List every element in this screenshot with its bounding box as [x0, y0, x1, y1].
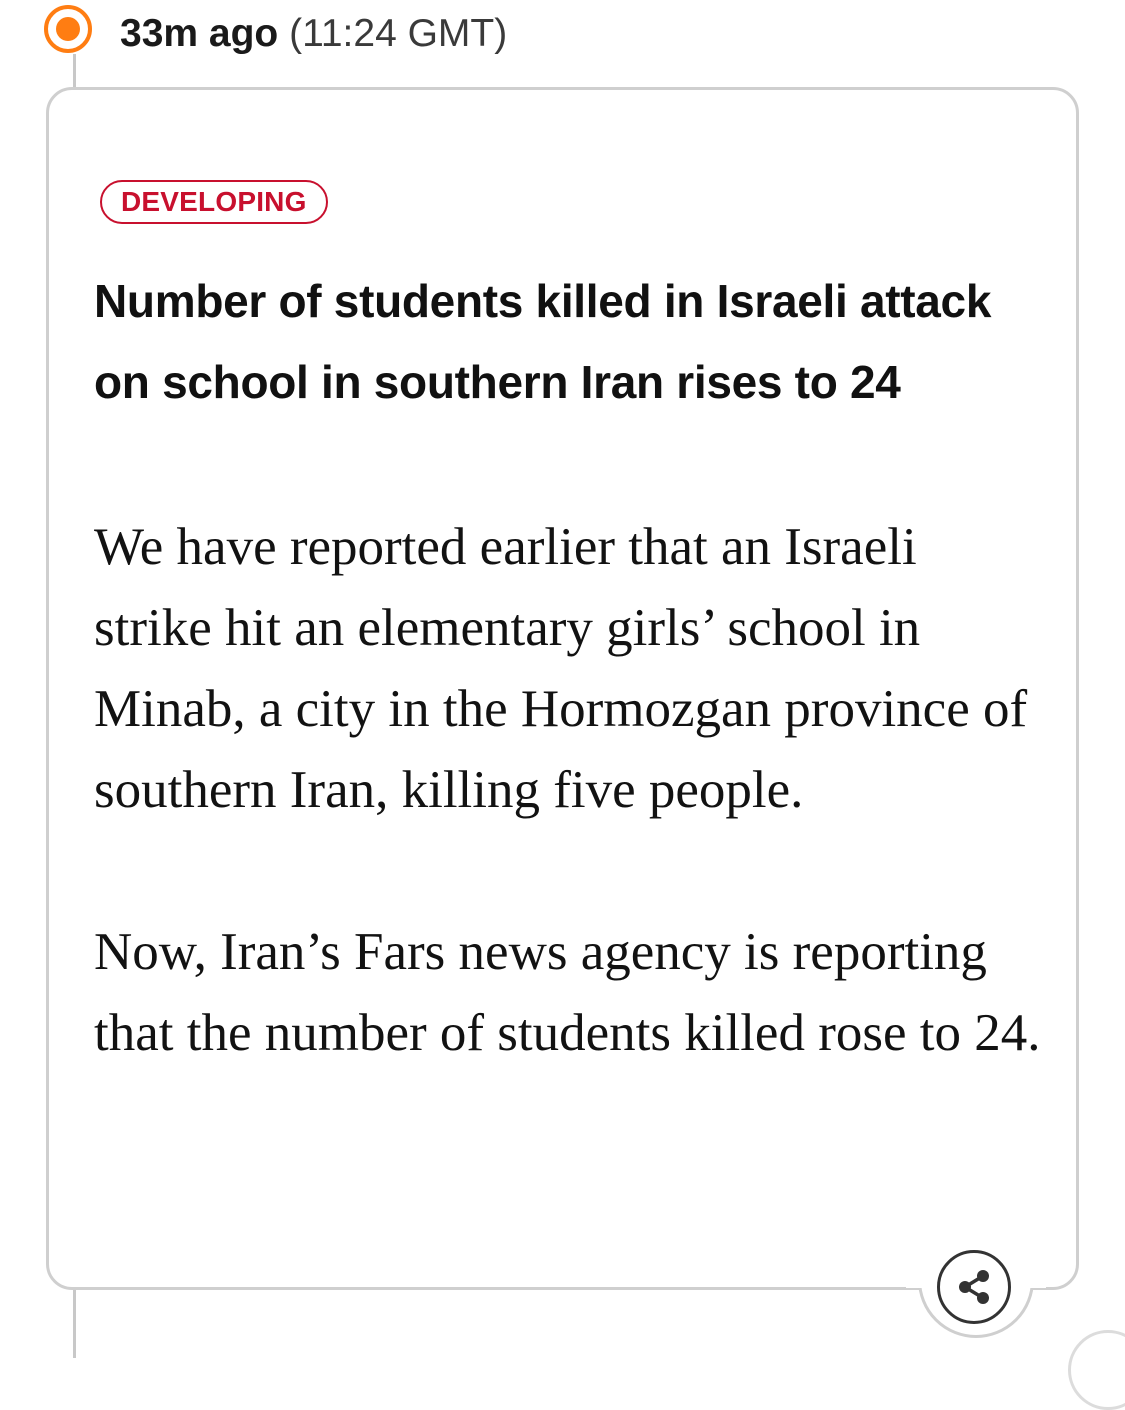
- next-element-edge: [1068, 1330, 1125, 1410]
- post-paragraph: Now, Iran’s Fars news agency is reporting that the number of students killed rose to 24.: [94, 923, 1041, 1062]
- timeline-line: [73, 1290, 76, 1358]
- timestamp-absolute: (11:24 GMT): [289, 12, 508, 55]
- post-timestamp: [120, 8, 507, 60]
- post-body: [94, 507, 1044, 1074]
- live-dot-icon: [44, 5, 92, 53]
- share-button[interactable]: [937, 1250, 1011, 1324]
- share-icon: [955, 1268, 993, 1306]
- post-paragraph: We have reported earlier that an Israeli strike hit an elementary girls’ school in Minab, a city in the Hormozgan province of southern Iran, killing five people.: [94, 518, 1028, 819]
- timestamp-relative: 33m ago: [120, 12, 279, 55]
- timeline-line: [73, 54, 76, 88]
- post-headline: Number of students killed in Israeli attack on school in southern Iran rises to 24: [94, 275, 992, 408]
- developing-badge: DEVELOPING: [100, 180, 328, 224]
